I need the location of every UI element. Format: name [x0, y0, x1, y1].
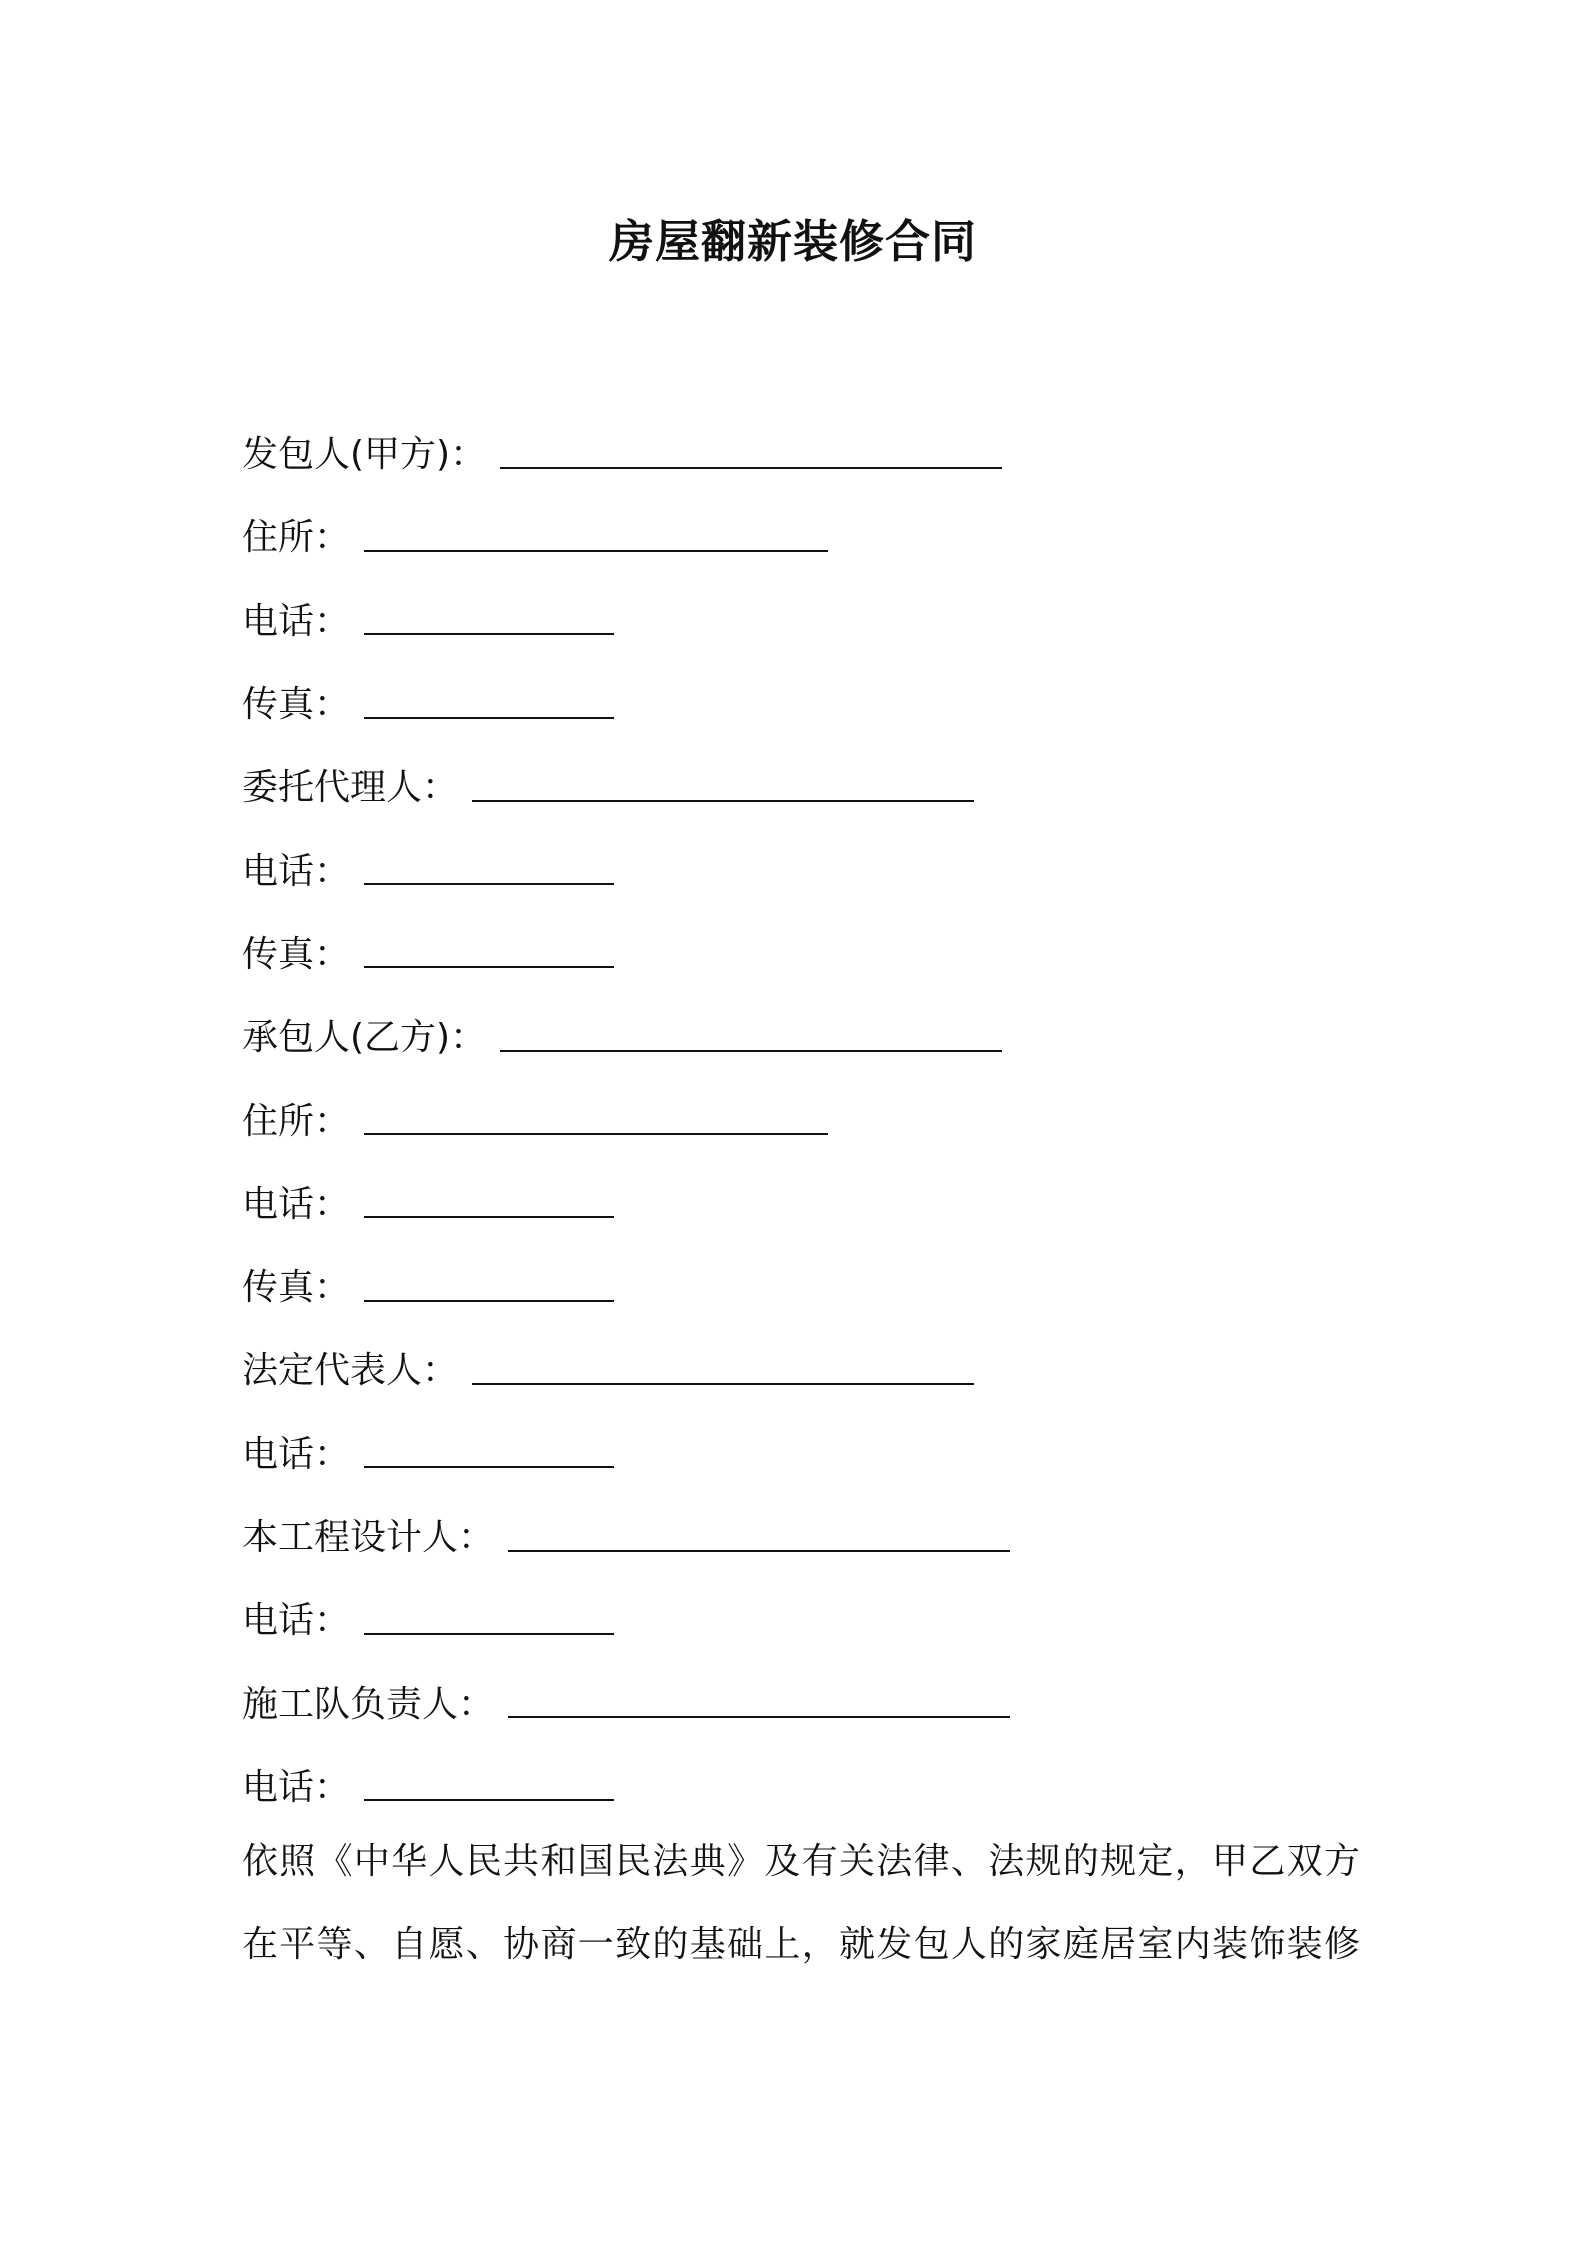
field-label: 委托代理人：: [242, 767, 459, 809]
fill-in-blank[interactable]: [364, 1763, 614, 1801]
paragraph-line: 依照《中华人民共和国民法典》及有关法律、法规的规定，甲乙双方: [242, 1841, 1360, 1882]
field-row: [242, 1659, 1392, 1742]
field-row: [242, 1493, 1392, 1576]
fill-in-blank[interactable]: [472, 1347, 974, 1385]
field-row: [242, 910, 1392, 993]
fill-in-blank[interactable]: [472, 764, 974, 802]
field-label: 电话：: [242, 1766, 351, 1808]
fill-in-blank[interactable]: [364, 1180, 614, 1218]
field-label: 电话：: [242, 1183, 351, 1225]
field-row: [242, 1743, 1392, 1826]
field-row: [242, 826, 1392, 909]
fill-in-blank[interactable]: [508, 1514, 1010, 1552]
field-label: 电话：: [242, 1433, 351, 1475]
field-label: 承包人(乙方)：: [242, 1017, 487, 1059]
field-row: [242, 1076, 1392, 1159]
contract-intro-paragraph: [242, 1820, 1360, 1986]
field-label: 本工程设计人：: [242, 1517, 495, 1558]
fill-in-blank[interactable]: [364, 681, 614, 719]
fill-in-blank[interactable]: [364, 597, 614, 635]
fill-in-blank[interactable]: [364, 1430, 614, 1468]
field-row: [242, 1576, 1392, 1659]
fill-in-blank[interactable]: [500, 1014, 1002, 1052]
field-label: 施工队负责人：: [242, 1683, 495, 1725]
field-row: [242, 743, 1392, 826]
party-info-fields: [242, 410, 1392, 1826]
field-label: 住所：: [242, 1100, 351, 1142]
field-row: [242, 577, 1392, 660]
field-row: [242, 660, 1392, 743]
field-row: [242, 493, 1392, 576]
fill-in-blank[interactable]: [500, 431, 1002, 469]
fill-in-blank[interactable]: [364, 1264, 614, 1302]
fill-in-blank[interactable]: [364, 1097, 828, 1135]
field-label: 发包人(甲方)：: [242, 434, 487, 476]
field-row: [242, 1243, 1392, 1326]
fill-in-blank[interactable]: [364, 514, 828, 552]
field-row: [242, 410, 1392, 493]
fill-in-blank[interactable]: [364, 1597, 614, 1635]
fill-in-blank[interactable]: [364, 930, 614, 968]
field-row: [242, 1326, 1392, 1409]
field-row: [242, 1160, 1392, 1243]
field-row: [242, 993, 1392, 1076]
field-label: 传真：: [242, 1267, 351, 1309]
fill-in-blank[interactable]: [364, 847, 614, 885]
paragraph-line: 在平等、自愿、协商一致的基础上，就发包人的家庭居室内装饰装修: [242, 1924, 1360, 1965]
field-label: 传真：: [242, 933, 351, 975]
field-label: 电话：: [242, 600, 351, 642]
fill-in-blank[interactable]: [508, 1680, 1010, 1718]
field-label: 电话：: [242, 1600, 351, 1642]
field-label: 住所：: [242, 517, 351, 559]
document-title: 房屋翻新装修合同: [608, 215, 977, 268]
field-row: [242, 1410, 1392, 1493]
field-label: 法定代表人：: [242, 1350, 459, 1392]
field-label: 电话：: [242, 850, 351, 892]
field-label: 传真：: [242, 684, 351, 726]
